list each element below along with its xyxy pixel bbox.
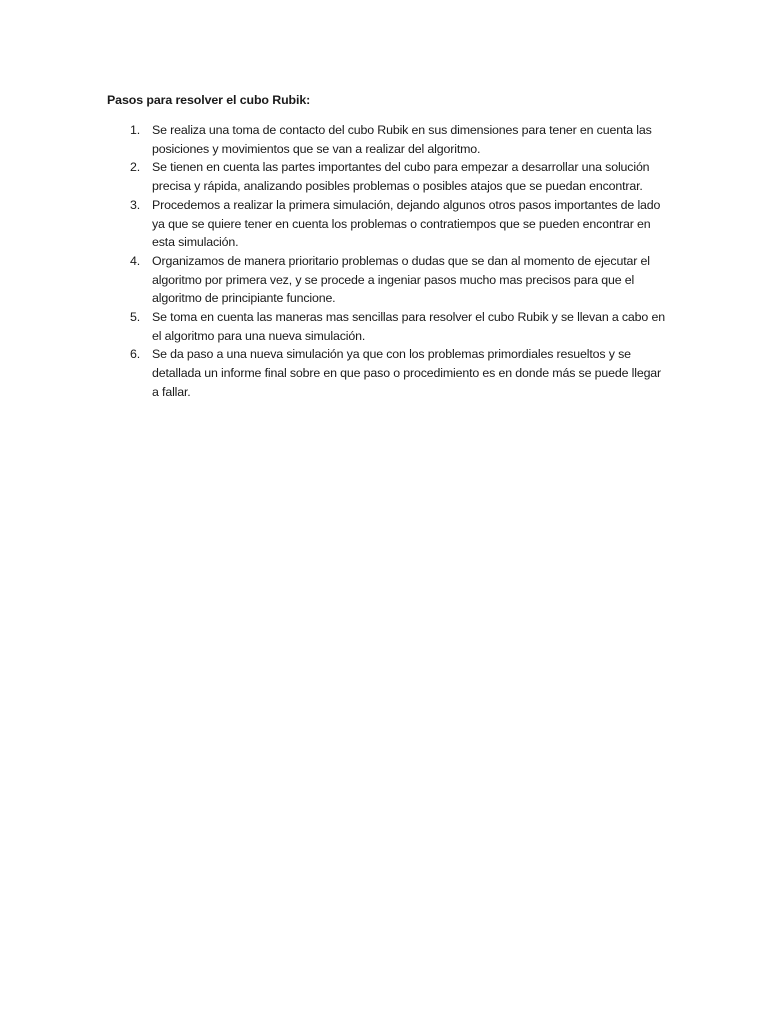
step-number: 5. bbox=[130, 310, 141, 325]
step-text: Se toma en cuenta las maneras mas sencillas para resolver el cubo Rubik y se llevan a cabo en el algoritmo para una nueva simulación. bbox=[152, 310, 665, 343]
step-text: Procedemos a realizar la primera simulación, dejando algunos otros pasos importantes de lado ya que se quiere tener en cuenta los problemas o contratiempos que se pueden encontrar en esta simulación. bbox=[152, 197, 661, 250]
step-number: 4. bbox=[130, 253, 141, 268]
document-title: Pasos para resolver el cubo Rubik: bbox=[107, 93, 311, 107]
step-text: Se da paso a una nueva simulación ya que con los problemas primordiales resueltos y se detallada un informe final sobre en que paso o procedimiento es en donde más se puede llegar a fallar. bbox=[152, 347, 662, 399]
step-text: Organizamos de manera prioritario problemas o dudas que se dan al momento de ejecutar el algoritmo por primera vez, y se procede a ingeniar pasos mucho mas precisos para que el algoritmo de principiante funcione. bbox=[152, 253, 650, 306]
list-item bbox=[107, 196, 667, 252]
list-item bbox=[107, 308, 667, 345]
list-item bbox=[107, 345, 667, 401]
step-number: 6. bbox=[130, 347, 141, 362]
list-item bbox=[107, 121, 667, 158]
step-number: 3. bbox=[130, 197, 141, 212]
document-body bbox=[107, 91, 667, 402]
step-text: Se realiza una toma de contacto del cubo Rubik en sus dimensiones para tener en cuenta las posiciones y movimientos que se van a realizar del algoritmo. bbox=[152, 123, 652, 156]
list-item bbox=[107, 252, 667, 308]
step-text: Se tienen en cuenta las partes importantes del cubo para empezar a desarrollar una solución precisa y rápida, analizando posibles problemas o posibles atajos que se puedan encontrar. bbox=[152, 160, 650, 194]
step-number: 1. bbox=[130, 123, 141, 137]
list-item bbox=[107, 158, 667, 195]
step-number: 2. bbox=[130, 160, 141, 175]
steps-list bbox=[107, 121, 667, 402]
